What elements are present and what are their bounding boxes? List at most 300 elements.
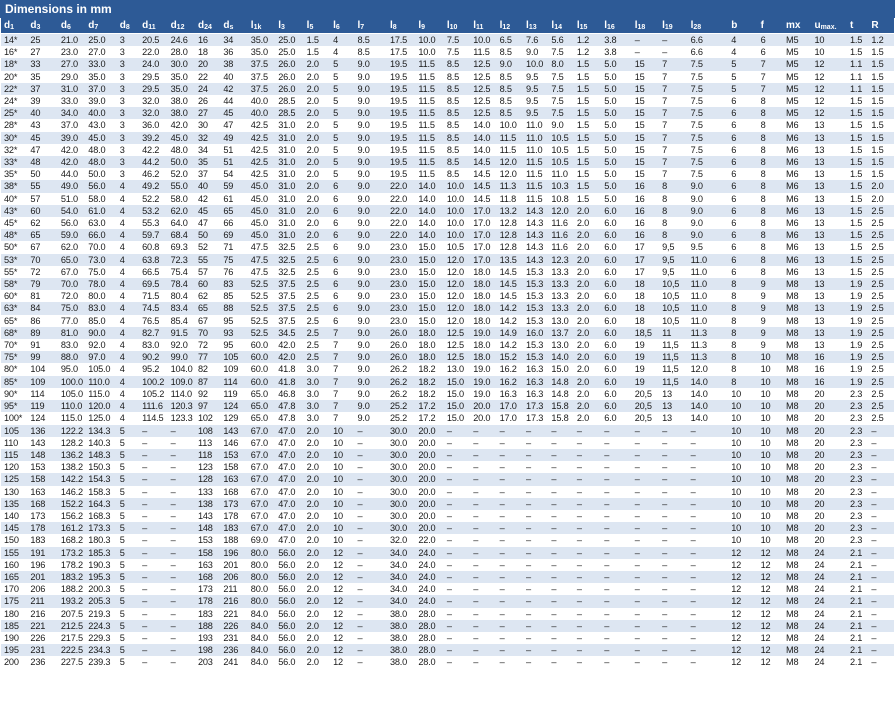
table-cell: 55.3 — [139, 217, 167, 229]
column-header-symbol: d — [197, 20, 205, 31]
column-header — [470, 18, 496, 34]
table-cell: 178 — [195, 595, 220, 607]
table-cell: – — [632, 461, 659, 473]
table-cell: 2.3 — [847, 498, 868, 510]
table-cell: 1.5 — [574, 180, 601, 192]
table-cell: – — [659, 425, 687, 437]
table-cell: 183.2 — [58, 571, 85, 583]
table-cell: – — [444, 632, 470, 644]
table-row — [1, 363, 894, 375]
table-cell: 47.5 — [248, 241, 275, 253]
column-header-symbol: l — [357, 20, 361, 31]
table-cell: – — [354, 437, 387, 449]
table-cell: 10,5 — [659, 315, 687, 327]
table-cell: 8.5 — [497, 83, 523, 95]
table-cell: 2.0 — [304, 473, 330, 485]
table-cell: 3.0 — [304, 363, 330, 375]
table-row — [1, 412, 894, 424]
table-cell: 10.5 — [548, 156, 573, 168]
table-cell: 47.0 — [275, 449, 303, 461]
table-cell: 9 — [758, 339, 783, 351]
table-cell: 6 — [728, 107, 757, 119]
table-cell: 1.9 — [847, 363, 868, 375]
table-cell: 11.3 — [688, 327, 729, 339]
table-cell: – — [632, 498, 659, 510]
table-cell: 11.0 — [523, 144, 548, 156]
table-cell: 2.3 — [847, 425, 868, 437]
table-cell: 10.0 — [470, 34, 496, 47]
table-cell: 7 — [659, 144, 687, 156]
table-cell: 64.0 — [168, 217, 195, 229]
table-cell: 10 — [728, 412, 757, 424]
column-header-subscript: 10 — [449, 24, 458, 31]
table-cell: 2.5 — [868, 241, 894, 253]
table-cell: 15.0 — [444, 388, 470, 400]
table-cell: 52.5 — [248, 278, 275, 290]
table-cell: 136.2 — [58, 449, 85, 461]
table-cell: – — [470, 583, 496, 595]
column-header — [415, 18, 443, 34]
table-cell: – — [354, 608, 387, 620]
table-cell: 12 — [330, 632, 354, 644]
table-cell: 5 — [117, 656, 139, 668]
table-cell: 109 — [220, 363, 247, 375]
table-cell: – — [601, 608, 631, 620]
column-header — [497, 18, 523, 34]
table-cell: 173.3 — [85, 522, 116, 534]
table-cell: 80* — [1, 363, 27, 375]
table-cell: – — [523, 534, 548, 546]
table-cell: 2.5 — [868, 278, 894, 290]
table-cell: 23.0 — [58, 46, 85, 58]
table-cell: – — [632, 534, 659, 546]
table-cell: 10.0 — [523, 58, 548, 70]
table-cell: – — [168, 522, 195, 534]
table-cell: 2.0 — [304, 425, 330, 437]
table-cell: 47.0 — [275, 522, 303, 534]
table-cell: 47.0 — [275, 534, 303, 546]
table-cell: 12 — [758, 583, 783, 595]
table-cell: 18* — [1, 58, 27, 70]
table-cell: 24 — [811, 644, 847, 656]
table-cell: 45 — [27, 132, 57, 144]
table-cell: 5 — [330, 71, 354, 83]
column-header-symbol: d — [4, 20, 11, 31]
table-cell: 1.5 — [847, 229, 868, 241]
table-cell: 1.5 — [868, 95, 894, 107]
table-cell: – — [354, 461, 387, 473]
table-cell: 26.0 — [275, 58, 303, 70]
table-cell: 39.0 — [58, 132, 85, 144]
table-cell: 8 — [758, 95, 783, 107]
table-cell: 29.0 — [58, 71, 85, 83]
table-cell: 11.0 — [688, 278, 729, 290]
table-cell: 143 — [220, 425, 247, 437]
table-cell: 9 — [758, 278, 783, 290]
table-cell: – — [659, 510, 687, 522]
table-cell: 15 — [632, 107, 659, 119]
table-cell: 14.0 — [688, 400, 729, 412]
table-cell: 8 — [728, 339, 757, 351]
table-cell: – — [574, 473, 601, 485]
table-cell: 65.0 — [248, 400, 275, 412]
table-cell: – — [523, 461, 548, 473]
column-header-symbol: l — [551, 20, 555, 31]
table-cell: 2.0 — [868, 180, 894, 192]
table-cell: 45.0 — [248, 229, 275, 241]
table-cell: 10 — [330, 522, 354, 534]
table-cell: M8 — [783, 547, 811, 559]
table-row — [1, 571, 894, 583]
table-cell: 7 — [659, 156, 687, 168]
table-cell: – — [601, 547, 631, 559]
table-cell: – — [601, 486, 631, 498]
table-cell: 29.5 — [139, 71, 167, 83]
table-cell: 7.5 — [688, 156, 729, 168]
table-cell: 83.4 — [168, 302, 195, 314]
table-cell: 12 — [811, 107, 847, 119]
table-cell: 6 — [330, 229, 354, 241]
table-cell: 63* — [1, 302, 27, 314]
table-cell: 17.0 — [497, 412, 523, 424]
table-cell: 40 — [220, 71, 247, 83]
table-cell: M8 — [783, 425, 811, 437]
table-cell: 8.5 — [444, 156, 470, 168]
table-cell: 11.0 — [688, 254, 729, 266]
table-cell: 8 — [758, 168, 783, 180]
table-cell: 65* — [1, 315, 27, 327]
table-cell: – — [139, 486, 167, 498]
table-cell: 30.0 — [387, 473, 415, 485]
table-cell: 24 — [811, 656, 847, 668]
table-cell: 9.0 — [354, 302, 387, 314]
table-cell: 7 — [330, 351, 354, 363]
table-cell: M8 — [783, 620, 811, 632]
table-cell: 2.0 — [304, 510, 330, 522]
table-cell: 2.5 — [868, 327, 894, 339]
table-cell: 15.8 — [548, 412, 573, 424]
table-cell: 1.5 — [574, 95, 601, 107]
table-cell: 188 — [195, 620, 220, 632]
table-cell: – — [470, 632, 496, 644]
table-cell: 18.0 — [470, 266, 496, 278]
table-cell: 47.0 — [275, 425, 303, 437]
table-cell: 1.9 — [847, 290, 868, 302]
table-cell: 31.0 — [275, 168, 303, 180]
table-cell: 5.0 — [601, 168, 631, 180]
table-cell: – — [601, 559, 631, 571]
table-cell: 34.0 — [387, 595, 415, 607]
table-cell: 6.5 — [497, 34, 523, 47]
table-cell: 102 — [195, 412, 220, 424]
table-cell: 57 — [195, 266, 220, 278]
table-cell: 6.0 — [601, 339, 631, 351]
table-cell: – — [574, 547, 601, 559]
table-cell: 2.1 — [847, 559, 868, 571]
table-cell: 89 — [27, 327, 57, 339]
table-cell: 2.3 — [847, 473, 868, 485]
table-cell: 10 — [728, 437, 757, 449]
column-header — [354, 18, 387, 34]
table-cell: 100* — [1, 412, 27, 424]
table-cell: 9,5 — [659, 266, 687, 278]
table-cell: 25.2 — [387, 412, 415, 424]
table-cell: 222.5 — [58, 644, 85, 656]
table-cell: 30.0 — [387, 461, 415, 473]
table-cell: 18.0 — [470, 278, 496, 290]
table-cell: 180 — [1, 608, 27, 620]
table-cell: 14.0 — [415, 193, 443, 205]
table-cell: 24 — [811, 559, 847, 571]
table-cell: 5 — [330, 107, 354, 119]
table-cell: – — [168, 608, 195, 620]
table-cell: 8 — [758, 229, 783, 241]
table-cell: 45* — [1, 217, 27, 229]
table-cell: 6 — [330, 217, 354, 229]
table-cell: – — [497, 425, 523, 437]
table-cell: 9 — [758, 315, 783, 327]
table-cell: 10 — [758, 412, 783, 424]
table-row — [1, 144, 894, 156]
table-cell: 12 — [758, 644, 783, 656]
table-cell: 42.2 — [139, 144, 167, 156]
table-cell: 82.7 — [139, 327, 167, 339]
table-cell: 14.3 — [523, 254, 548, 266]
table-cell: 164.3 — [85, 498, 116, 510]
table-row — [1, 498, 894, 510]
table-cell: – — [574, 437, 601, 449]
table-cell: 11.3 — [688, 351, 729, 363]
table-cell: 20 — [811, 400, 847, 412]
table-cell: 43 — [27, 119, 57, 131]
table-cell: 10 — [728, 461, 757, 473]
table-cell: – — [632, 486, 659, 498]
table-row — [1, 71, 894, 83]
table-cell: 12.3 — [548, 254, 573, 266]
table-cell: 2.5 — [868, 412, 894, 424]
table-cell: 14.3 — [523, 229, 548, 241]
table-cell: 3 — [117, 46, 139, 58]
table-cell: 43.0 — [85, 119, 116, 131]
table-cell: 10 — [758, 437, 783, 449]
table-cell: 6.0 — [601, 217, 631, 229]
table-cell: 7 — [659, 71, 687, 83]
table-cell: – — [574, 620, 601, 632]
column-header-subscript: s — [229, 24, 234, 31]
table-cell: 10.5 — [548, 132, 573, 144]
table-cell: 95* — [1, 400, 27, 412]
table-cell: 11.5 — [415, 156, 443, 168]
table-cell: 152.2 — [58, 498, 85, 510]
table-cell: 12 — [728, 583, 757, 595]
table-cell: 18.0 — [470, 315, 496, 327]
table-cell: 124 — [27, 412, 57, 424]
table-cell: 53* — [1, 254, 27, 266]
table-cell: – — [548, 620, 573, 632]
table-cell: 85.0 — [85, 315, 116, 327]
table-cell: 12.0 — [444, 290, 470, 302]
table-cell: 1.5 — [868, 156, 894, 168]
column-header-symbol: b — [731, 20, 738, 31]
table-cell: – — [659, 608, 687, 620]
table-cell: 1.5 — [847, 34, 868, 47]
table-cell: 1.5 — [847, 254, 868, 266]
table-cell: 44 — [220, 95, 247, 107]
table-cell: 19 — [632, 363, 659, 375]
table-cell: – — [868, 559, 894, 571]
table-cell: – — [354, 449, 387, 461]
table-cell: 24* — [1, 95, 27, 107]
table-cell: 5 — [117, 559, 139, 571]
table-cell: 19.5 — [387, 156, 415, 168]
table-cell: 5 — [117, 437, 139, 449]
table-cell: 138 — [195, 498, 220, 510]
table-cell: 45.0 — [168, 132, 195, 144]
table-row — [1, 119, 894, 131]
table-cell: 12.5 — [470, 58, 496, 70]
table-cell: 37.5 — [248, 83, 275, 95]
table-cell: 12 — [811, 83, 847, 95]
table-cell: 19.5 — [387, 83, 415, 95]
table-cell: 16 — [632, 205, 659, 217]
table-cell: 26.0 — [275, 71, 303, 83]
table-cell: – — [139, 510, 167, 522]
table-cell: 13 — [811, 315, 847, 327]
table-cell: 6.0 — [601, 205, 631, 217]
table-row — [1, 644, 894, 656]
table-cell: 10.0 — [415, 34, 443, 47]
table-cell: 35 — [27, 71, 57, 83]
table-cell: 40* — [1, 193, 27, 205]
table-cell: 1.5 — [574, 132, 601, 144]
table-cell: 16.3 — [523, 388, 548, 400]
table-cell: 9.0 — [354, 168, 387, 180]
table-cell: 4 — [117, 217, 139, 229]
table-cell: 13 — [811, 266, 847, 278]
table-cell: 6 — [330, 205, 354, 217]
table-cell: 17 — [632, 254, 659, 266]
table-cell: – — [632, 620, 659, 632]
table-cell: 12 — [330, 644, 354, 656]
table-cell: 1.9 — [847, 327, 868, 339]
table-cell: M6 — [783, 119, 811, 131]
table-cell: – — [470, 534, 496, 546]
table-cell: 8.5 — [444, 132, 470, 144]
table-cell: 2.0 — [304, 595, 330, 607]
table-cell: – — [497, 486, 523, 498]
table-cell: – — [659, 34, 687, 47]
table-cell: M6 — [783, 132, 811, 144]
table-cell: 67 — [195, 315, 220, 327]
table-cell: 8 — [758, 266, 783, 278]
table-cell: – — [523, 522, 548, 534]
table-row — [1, 461, 894, 473]
table-cell: 47 — [27, 144, 57, 156]
table-cell: 6 — [728, 229, 757, 241]
table-cell: – — [548, 644, 573, 656]
table-cell: – — [548, 547, 573, 559]
table-cell: – — [168, 547, 195, 559]
table-cell: 20 — [195, 58, 220, 70]
table-cell: 4 — [330, 46, 354, 58]
table-cell: 20,5 — [632, 412, 659, 424]
table-cell: 1.5 — [304, 46, 330, 58]
table-cell: 11.0 — [688, 315, 729, 327]
table-cell: – — [659, 620, 687, 632]
table-cell: 42.0 — [168, 119, 195, 131]
table-cell: 45.0 — [248, 193, 275, 205]
column-header — [783, 18, 811, 34]
table-cell: 10.5 — [548, 144, 573, 156]
table-cell: 78.4 — [168, 278, 195, 290]
table-cell: 17.0 — [470, 205, 496, 217]
table-cell: 18 — [632, 278, 659, 290]
table-cell: 124 — [220, 400, 247, 412]
table-cell: – — [470, 595, 496, 607]
table-cell: 114.5 — [139, 412, 167, 424]
table-cell: – — [688, 449, 729, 461]
table-cell: 2.0 — [304, 119, 330, 131]
table-cell: 90.0 — [85, 327, 116, 339]
table-cell: 23.0 — [387, 290, 415, 302]
table-cell: 6 — [330, 290, 354, 302]
table-cell: 1.5 — [847, 217, 868, 229]
table-cell: 11.5 — [415, 71, 443, 83]
table-cell: 37.5 — [248, 58, 275, 70]
table-cell: – — [470, 486, 496, 498]
table-cell: – — [444, 571, 470, 583]
table-cell: 1.1 — [847, 71, 868, 83]
table-cell: 33* — [1, 156, 27, 168]
table-cell: 8 — [758, 217, 783, 229]
table-cell: 180.3 — [85, 534, 116, 546]
table-row — [1, 534, 894, 546]
table-cell: 12 — [330, 547, 354, 559]
table-cell: 1.5 — [847, 156, 868, 168]
table-cell: – — [574, 510, 601, 522]
table-cell: – — [659, 632, 687, 644]
table-cell: – — [574, 571, 601, 583]
table-cell: 50* — [1, 241, 27, 253]
table-cell: 16 — [632, 180, 659, 192]
table-cell: – — [523, 473, 548, 485]
table-cell: 8 — [728, 315, 757, 327]
table-cell: 6 — [728, 217, 757, 229]
table-cell: – — [548, 583, 573, 595]
table-cell: 12.5 — [470, 83, 496, 95]
table-cell: 17.0 — [470, 254, 496, 266]
table-cell: 46.2 — [139, 168, 167, 180]
table-cell: 8 — [659, 217, 687, 229]
table-cell: 82 — [195, 363, 220, 375]
table-row — [1, 241, 894, 253]
table-cell: 12.0 — [497, 156, 523, 168]
table-cell: 49.0 — [58, 180, 85, 192]
table-cell: 2.5 — [868, 205, 894, 217]
table-cell: – — [444, 559, 470, 571]
column-header-subscript: 28 — [693, 24, 702, 31]
table-cell: – — [168, 620, 195, 632]
table-cell: 1.5 — [847, 107, 868, 119]
table-cell: – — [632, 656, 659, 668]
table-cell: 5.0 — [601, 180, 631, 192]
table-cell: – — [354, 595, 387, 607]
table-cell: 38.0 — [387, 608, 415, 620]
table-cell: 14.8 — [548, 376, 573, 388]
table-cell: 9.0 — [354, 180, 387, 192]
table-cell: 21.0 — [58, 34, 85, 47]
table-cell: 38.0 — [168, 95, 195, 107]
